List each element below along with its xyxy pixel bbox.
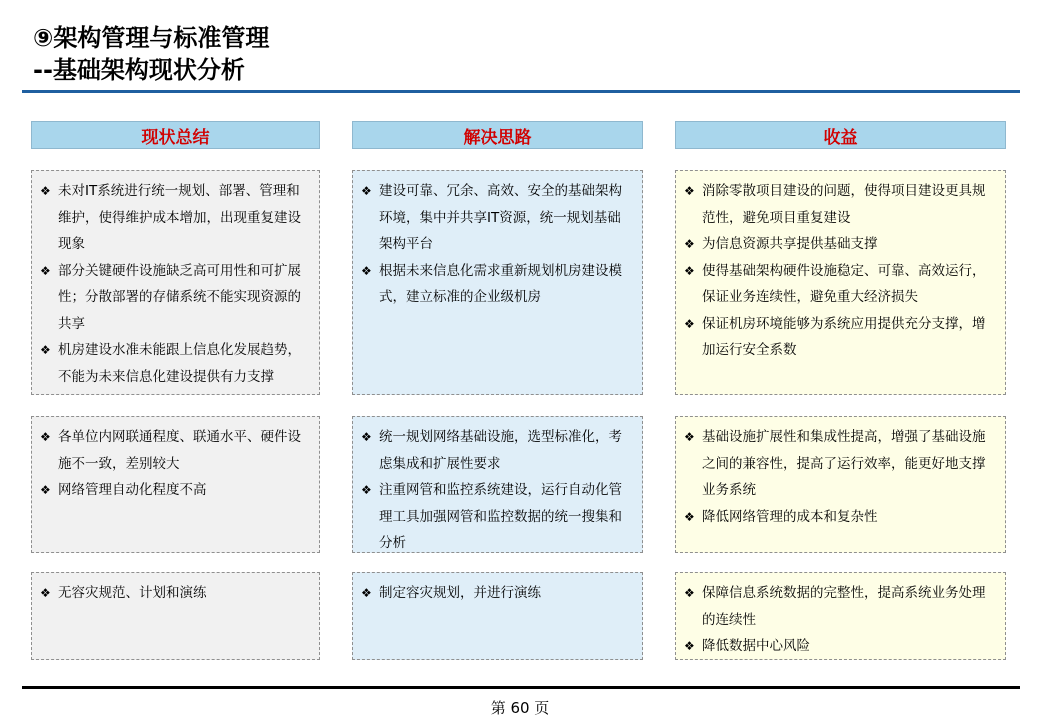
list-item [40,580,311,607]
list-item [684,311,997,364]
list-item-text: 部分关键硬件设施缺乏高可用性和可扩展性；分散部署的存储系统不能实现资源的共享 [58,262,301,332]
list-item-text: 建设可靠、冗余、高效、安全的基础架构环境，集中并共享IT资源，统一规划基础架构平台 [379,183,622,252]
diamond-bullet-icon: ❖ [684,639,695,653]
diamond-bullet-icon: ❖ [684,509,695,524]
list-item [40,477,311,504]
list-item [361,477,634,557]
cell-status-disaster-recovery [31,572,320,660]
diamond-bullet-icon: ❖ [361,483,372,497]
list-item [40,424,311,477]
cell-benefit-network [675,416,1006,553]
diamond-bullet-icon: ❖ [361,430,372,444]
list-item [684,231,997,258]
diamond-bullet-icon: ❖ [684,263,695,278]
cell-solution-disaster-recovery [352,572,643,660]
list-item [361,580,634,607]
title-line-1: ⑨架构管理与标准管理 [33,24,270,52]
list-item [40,258,311,338]
list-item-text: 统一规划网络基础设施，选型标准化，考虑集成和扩展性要求 [379,429,622,472]
cell-benefit-disaster-recovery [675,572,1006,660]
list-item-text: 网络管理自动化程度不高 [58,482,207,498]
page-title [33,22,733,86]
page-number: 第 60 页 [490,699,550,717]
list-item-text: 降低数据中心风险 [702,638,810,654]
cell-benefit-infrastructure [675,170,1006,395]
list-item-text: 降低网络管理的成本和复杂性 [702,508,878,525]
column-header-status: 现状总结 [31,121,320,149]
list-item-text: 未对IT系统进行统一规划、部署、管理和维护，使得维护成本增加，出现重复建设现象 [58,183,301,252]
cell-solution-network [352,416,643,553]
list-item [684,178,997,231]
diamond-bullet-icon: ❖ [40,263,51,278]
list-item-text: 基础设施扩展性和集成性提高，增强了基础设施之间的兼容性，提高了运行效率，能更好地支撑业务系统 [702,429,986,498]
title-line-2: --基础架构现状分析 [33,56,245,84]
diamond-bullet-icon: ❖ [684,184,695,198]
list-item-text: 注重网管和监控系统建设，运行自动化管理工具加强网管和监控数据的统一搜集和分析 [379,482,622,551]
diamond-bullet-icon: ❖ [684,586,695,600]
list-item-text: 机房建设水准未能跟上信息化发展趋势，不能为未来信息化建设提供有力支撑 [58,342,301,385]
list-item-text: 保障信息系统数据的完整性，提高系统业务处理的连续性 [702,585,986,628]
list-item-text: 消除零散项目建设的问题，使得项目建设更具规范性，避免项目重复建设 [702,183,986,226]
list-item [361,178,634,258]
list-item-text: 根据未来信息化需求重新规划机房建设模式，建立标准的企业级机房 [379,262,622,305]
list-item [40,178,311,258]
diamond-bullet-icon: ❖ [361,263,372,278]
list-item-text: 无容灾规范、计划和演练 [58,585,207,601]
diamond-bullet-icon: ❖ [361,184,372,198]
diamond-bullet-icon: ❖ [40,430,51,444]
list-item [684,504,997,531]
list-item [361,424,634,477]
diamond-bullet-icon: ❖ [40,184,51,198]
column-header-solution: 解决思路 [352,121,643,149]
list-item-text: 制定容灾规划，并进行演练 [379,585,541,601]
footer-divider [22,686,1020,689]
list-item [40,337,311,390]
title-divider [22,90,1020,93]
diamond-bullet-icon: ❖ [361,586,372,600]
list-item-text: 使得基础架构硬件设施稳定、可靠、高效运行，保证业务连续性，避免重大经济损失 [702,262,986,305]
column-header-benefit: 收益 [675,121,1006,149]
list-item-text: 为信息资源共享提供基础支撑 [702,236,878,252]
cell-solution-infrastructure [352,170,643,395]
cell-status-network [31,416,320,553]
list-item [361,258,634,311]
list-item [684,424,997,504]
list-item [684,258,997,311]
list-item-text: 各单位内网联通程度、联通水平、硬件设施不一致，差别较大 [58,429,301,472]
cell-status-infrastructure [31,170,320,395]
list-item-text: 保证机房环境能够为系统应用提供充分支撑，增加运行安全系数 [702,315,986,358]
list-item [684,580,997,633]
diamond-bullet-icon: ❖ [40,586,51,600]
diamond-bullet-icon: ❖ [40,343,51,357]
list-item [684,633,997,660]
diamond-bullet-icon: ❖ [40,483,51,497]
diamond-bullet-icon: ❖ [684,430,695,444]
diamond-bullet-icon: ❖ [684,316,695,331]
diamond-bullet-icon: ❖ [684,237,695,251]
